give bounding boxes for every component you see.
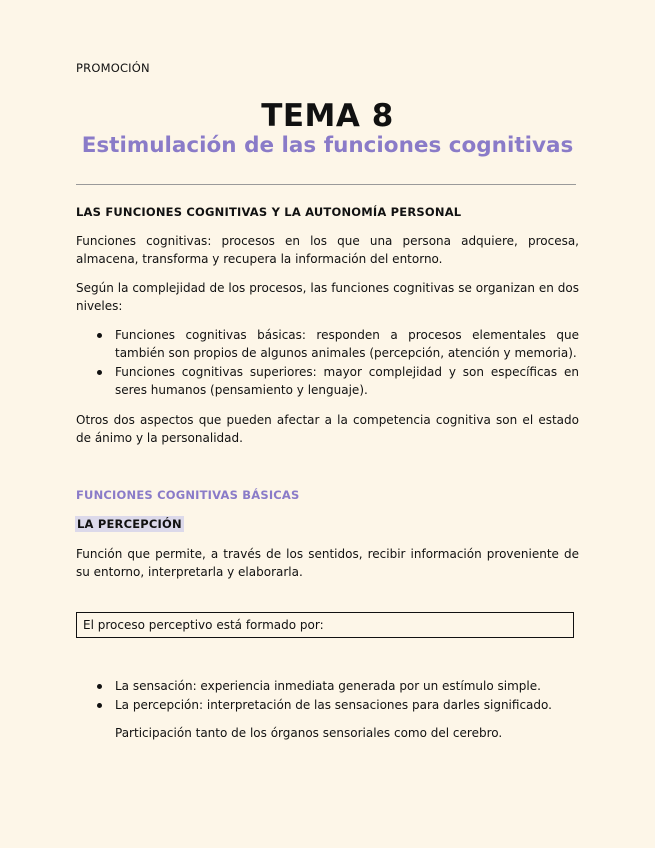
horizontal-divider bbox=[76, 184, 576, 185]
section-heading: LAS FUNCIONES COGNITIVAS Y LA AUTONOMÍA PERSONAL bbox=[76, 205, 462, 219]
boxed-note: El proceso perceptivo está formado por: bbox=[76, 612, 574, 638]
header-label: PROMOCIÓN bbox=[76, 61, 150, 75]
section-heading: FUNCIONES COGNITIVAS BÁSICAS bbox=[76, 488, 300, 502]
subsection-heading bbox=[76, 517, 184, 531]
page-title: TEMA 8 bbox=[261, 98, 394, 134]
bullet-list bbox=[76, 677, 579, 715]
paragraph: Función que permite, a través de los sentidos, recibir información proveniente de su entorno, interpretarla y elaborarla. bbox=[76, 547, 579, 579]
list-item: Funciones cognitivas superiores: mayor complejidad y son específicas en seres humanos (pensamiento y lenguaje). bbox=[76, 363, 579, 399]
list-item: Funciones cognitivas básicas: responden a procesos elementales que también son propios de algunos animales (percepción, atención y memoria). bbox=[76, 326, 579, 362]
list-item: La sensación: experiencia inmediata generada por un estímulo simple. bbox=[76, 677, 579, 695]
paragraph: Según la complejidad de los procesos, las funciones cognitivas se organizan en dos niveles: bbox=[76, 281, 579, 313]
page-subtitle: Estimulación de las funciones cognitivas bbox=[81, 133, 574, 158]
bullet-list bbox=[76, 326, 579, 400]
paragraph: Otros dos aspectos que pueden afectar a la competencia cognitiva son el estado de ánimo y la personalidad. bbox=[76, 413, 579, 445]
indented-note: Participación tanto de los órganos sensoriales como del cerebro. bbox=[115, 726, 503, 740]
list-item: La percepción: interpretación de las sensaciones para darles significado. bbox=[76, 696, 579, 714]
paragraph: Funciones cognitivas: procesos en los que una persona adquiere, procesa, almacena, transforma y recupera la información del entorno. bbox=[76, 234, 579, 266]
highlighted-heading: LA PERCEPCIÓN bbox=[77, 517, 182, 531]
title-block bbox=[76, 97, 579, 161]
